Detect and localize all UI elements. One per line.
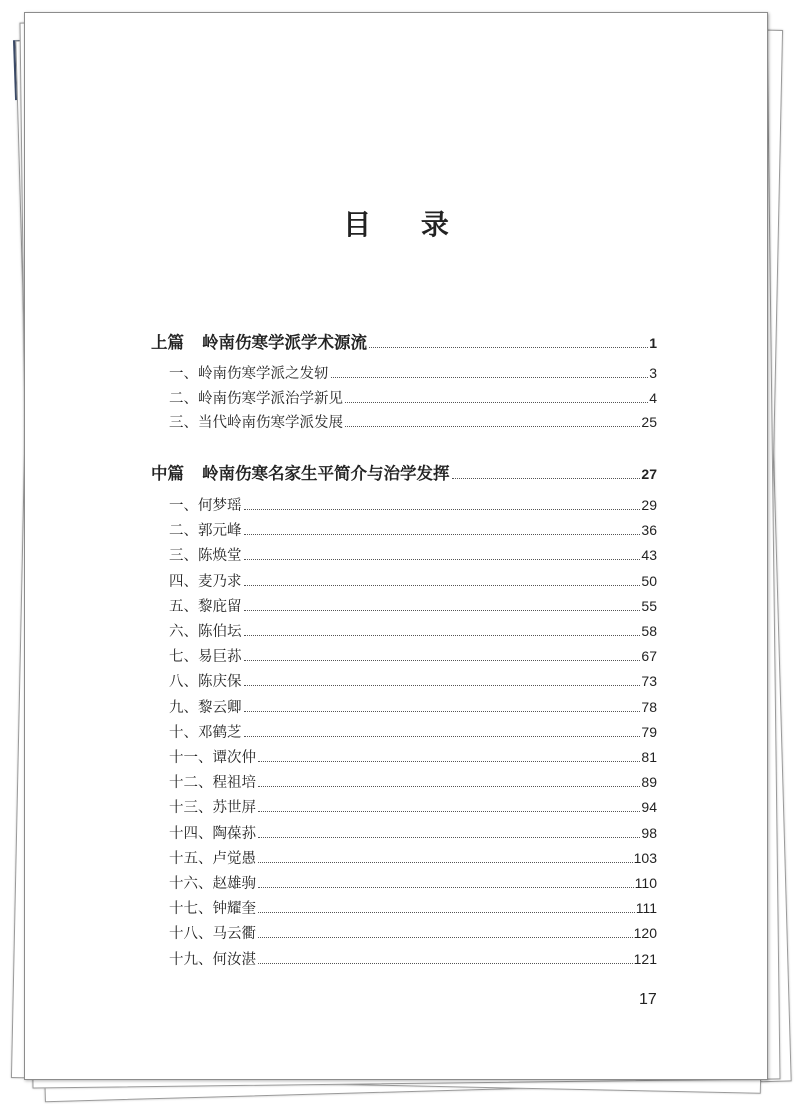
page-title: 目 录: [343, 208, 469, 241]
entry-label: 五、黎庇留: [169, 598, 242, 615]
toc-entry[interactable]: [169, 645, 657, 666]
entry-label: 七、易巨荪: [169, 649, 242, 666]
toc-part-entry[interactable]: [151, 460, 657, 484]
page-ref: 55: [641, 597, 657, 614]
toc-entry[interactable]: [169, 387, 657, 408]
entry-label: 十八、马云衢: [169, 926, 256, 943]
page-number: 17: [639, 991, 657, 1008]
entry-label: 十五、卢觉愚: [169, 850, 256, 867]
toc-entry[interactable]: [169, 670, 657, 691]
toc-entry[interactable]: [169, 948, 657, 969]
entry-label: 十四、陶葆荪: [169, 825, 256, 842]
toc-entry[interactable]: [169, 872, 657, 893]
toc-entry[interactable]: [169, 595, 657, 616]
toc-entry[interactable]: [169, 796, 657, 817]
page-ref: 4: [649, 390, 657, 406]
page-ref: 3: [649, 365, 657, 381]
dot-leader: [244, 534, 641, 535]
dot-leader: [244, 610, 641, 611]
dot-leader: [258, 912, 635, 913]
toc-entry[interactable]: [169, 544, 657, 565]
entry-label: 十三、苏世屏: [169, 800, 256, 817]
entry-label: 三、当代岭南伤寒学派发展: [169, 415, 343, 431]
entry-label: 十九、何汝湛: [169, 951, 256, 968]
toc-entry[interactable]: [169, 494, 657, 515]
toc-entry[interactable]: [169, 847, 657, 868]
dot-leader: [244, 635, 641, 636]
dot-leader: [258, 937, 633, 938]
part-prefix: 中篇: [151, 464, 184, 483]
page-ref: 1: [649, 335, 657, 351]
page-ref: 120: [633, 925, 657, 942]
toc-entry[interactable]: [169, 721, 657, 742]
entry-label: 一、何梦瑶: [169, 498, 242, 514]
dot-leader: [345, 426, 640, 427]
page-ref: 67: [641, 648, 657, 665]
dot-leader: [244, 509, 641, 510]
toc-entry[interactable]: [169, 519, 657, 540]
dot-leader: [244, 711, 641, 712]
dot-leader: [244, 736, 641, 737]
toc-part-entry[interactable]: [151, 329, 657, 353]
entry-label: 十六、赵雄驹: [169, 876, 256, 892]
page-ref: 50: [641, 572, 657, 589]
part-title: 岭南伤寒学派学术源流: [202, 333, 367, 352]
entry-label: 二、岭南伤寒学派治学新见: [169, 391, 343, 407]
toc-entry[interactable]: [169, 897, 657, 918]
page-ref: 111: [635, 900, 657, 917]
page-ref: 27: [641, 466, 657, 482]
entry-label: 十一、谭次仲: [169, 750, 256, 766]
dot-leader: [345, 402, 648, 403]
toc-entry[interactable]: [169, 696, 657, 717]
toc-entry[interactable]: [169, 362, 657, 383]
page-ref: 25: [641, 414, 657, 430]
dot-leader: [258, 963, 633, 964]
toc-entry[interactable]: [169, 822, 657, 843]
page-ref: 121: [633, 950, 657, 967]
page-ref: 78: [641, 698, 657, 715]
entry-label: 十、邓鹤芝: [169, 724, 242, 741]
entry-label: 六、陈伯坛: [169, 624, 242, 640]
toc-entry[interactable]: [169, 922, 657, 943]
toc-entry[interactable]: [169, 411, 657, 432]
page-ref: 29: [641, 497, 657, 513]
dot-leader: [369, 347, 648, 348]
toc-entry[interactable]: [169, 620, 657, 641]
entry-label: 十二、程祖培: [169, 775, 256, 792]
toc-page: [24, 12, 768, 1080]
dot-leader: [258, 811, 640, 812]
part-title: 岭南伤寒名家生平简介与治学发挥: [202, 464, 450, 483]
page-ref: 89: [641, 774, 657, 791]
dot-leader: [258, 887, 634, 888]
toc-entry[interactable]: [169, 570, 657, 591]
entry-label: 四、麦乃求: [169, 573, 242, 590]
dot-leader: [452, 478, 641, 479]
entry-label: 三、陈焕堂: [169, 548, 242, 565]
page-ref: 58: [641, 623, 657, 639]
dot-leader: [258, 862, 633, 863]
dot-leader: [258, 761, 640, 762]
dot-leader: [244, 660, 641, 661]
part-prefix: 上篇: [151, 333, 184, 352]
page-ref: 103: [633, 849, 657, 866]
entry-label: 一、岭南伤寒学派之发轫: [169, 366, 329, 382]
dot-leader: [244, 585, 641, 586]
entry-label: 八、陈庆保: [169, 674, 242, 691]
page-ref: 73: [641, 673, 657, 690]
dot-leader: [331, 377, 649, 378]
page-ref: 110: [634, 875, 657, 891]
entry-label: 二、郭元峰: [169, 523, 242, 540]
entry-label: 九、黎云卿: [169, 699, 242, 716]
dot-leader: [258, 786, 640, 787]
page-ref: 98: [641, 824, 657, 841]
dot-leader: [244, 685, 641, 686]
page-ref: 43: [641, 547, 657, 564]
toc-entry[interactable]: [169, 771, 657, 792]
page-ref: 81: [641, 749, 657, 765]
dot-leader: [244, 559, 641, 560]
dot-leader: [258, 837, 640, 838]
toc-entry[interactable]: [169, 746, 657, 767]
page-ref: 79: [641, 723, 657, 740]
page-ref: 36: [641, 522, 657, 539]
page-ref: 94: [641, 799, 657, 816]
entry-label: 十七、钟耀奎: [169, 901, 256, 918]
